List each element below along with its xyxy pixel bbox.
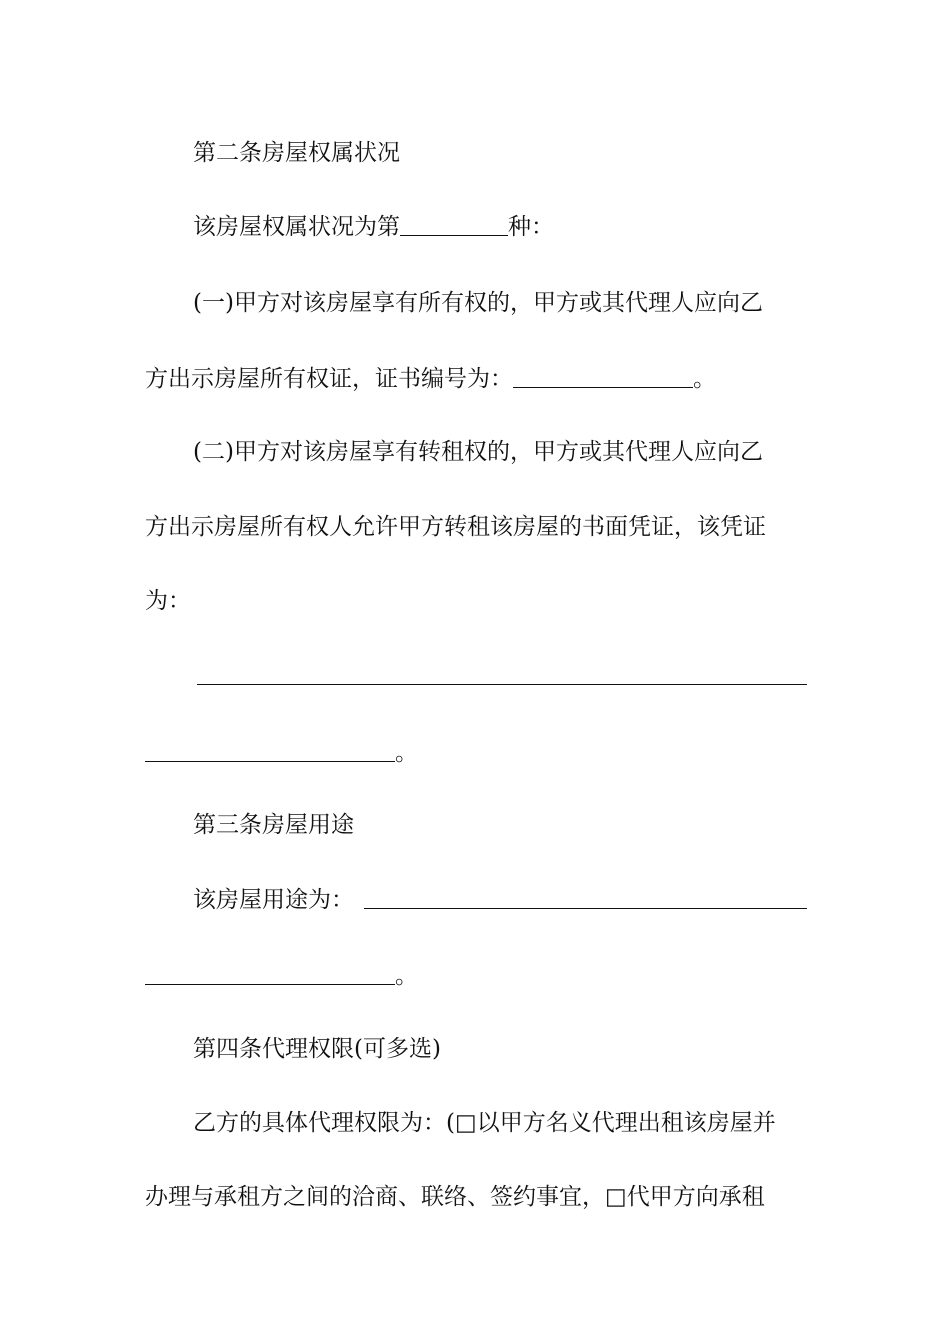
article-4-heading: 第四条代理权限(可多选) xyxy=(193,1036,441,1062)
house-use-end: 。 xyxy=(395,963,418,989)
ownership-status-prefix: 该房屋权属状况为第 xyxy=(193,214,400,240)
article-3-heading: 第三条房屋用途 xyxy=(193,812,354,838)
credential-blank-line-1[interactable] xyxy=(197,684,807,685)
option-2-line-1: (二)甲方对该房屋享有转租权的，甲方或其代理人应向乙 xyxy=(193,439,763,465)
option-1-line-2 xyxy=(145,362,810,396)
certificate-number-label: 方出示房屋所有权证，证书编号为： xyxy=(145,366,513,392)
house-use-blank-line-2 xyxy=(145,959,810,993)
option-2-line-2: 方出示房屋所有权人允许甲方转租该房屋的书面凭证，该凭证 xyxy=(145,514,766,540)
ownership-type-blank[interactable] xyxy=(400,211,508,236)
option-2-line-3: 为： xyxy=(145,588,191,614)
house-use-label: 该房屋用途为： xyxy=(193,887,354,913)
ownership-status-line xyxy=(193,210,810,244)
agency-scope-line-1: 乙方的具体代理权限为：(□以甲方名义代理出租该房屋并 xyxy=(193,1110,776,1136)
certificate-number-end: 。 xyxy=(693,366,716,392)
credential-end: 。 xyxy=(395,740,418,766)
ownership-status-suffix: 种： xyxy=(508,214,554,240)
agency-scope-line-2: 办理与承租方之间的洽商、联络、签约事宜，□代甲方向承租 xyxy=(145,1184,765,1210)
house-use-blank-1[interactable] xyxy=(364,908,807,909)
credential-blank-2[interactable] xyxy=(145,737,395,762)
credential-blank-line-2 xyxy=(145,736,810,770)
option-1-line-1: (一)甲方对该房屋享有所有权的，甲方或其代理人应向乙 xyxy=(193,290,763,316)
certificate-number-blank[interactable] xyxy=(513,363,693,388)
article-2-heading: 第二条房屋权属状况 xyxy=(193,140,400,166)
house-use-line xyxy=(193,883,810,917)
house-use-blank-2[interactable] xyxy=(145,960,395,985)
